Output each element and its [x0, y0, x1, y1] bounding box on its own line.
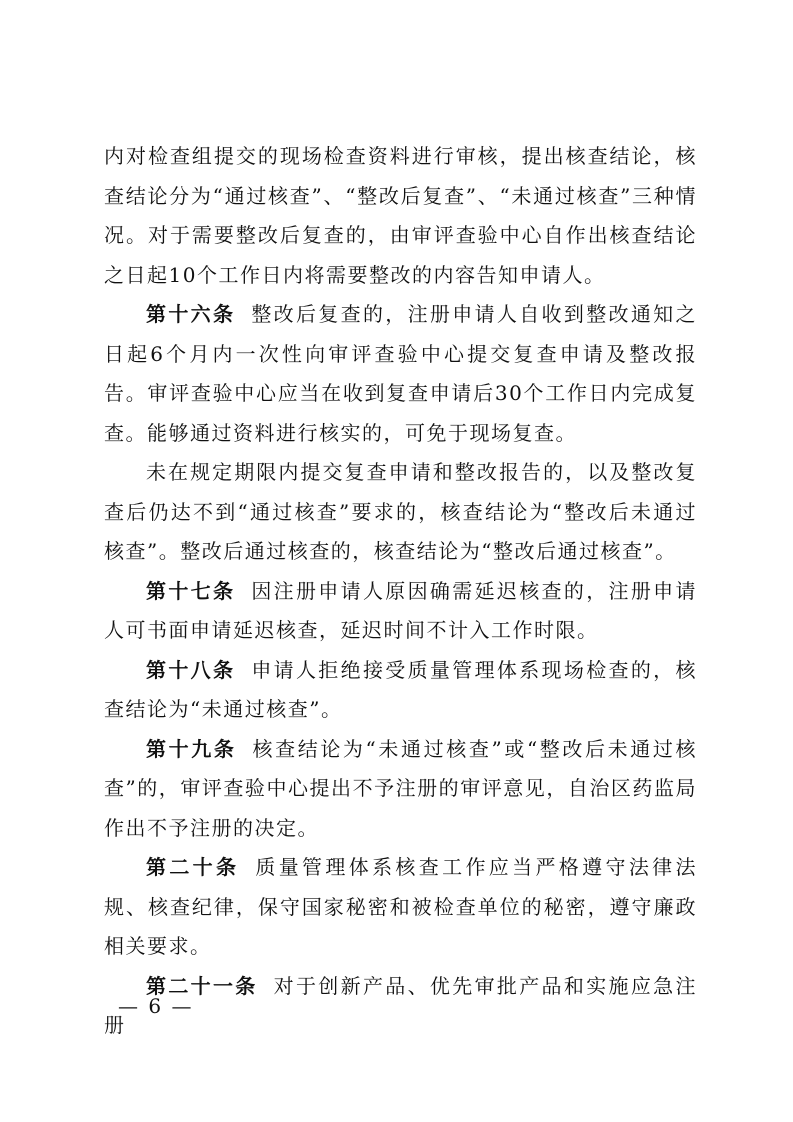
paragraph-text: 核查结论为“未通过核查”或“整改后未通过核查”的，审评查验中心提出不予注册的审评意见，自治区药监局作出不予注册的决定。 [104, 736, 697, 840]
paragraph-text: 对于创新产品、优先审批产品和实施应急注册 [104, 973, 698, 1037]
paragraph-text: 内对检查组提交的现场检查资料进行审核，提出核查结论，核查结论分为“通过核查”、“整改后复查”、“未通过核查”三种情况。对于需要整改后复查的，由审评查验中心自作出核查结论之日起10个工作日内将需要整改的内容告知申请人。 [104, 144, 697, 287]
paragraph-text: 未在规定期限内提交复查申请和整改报告的，以及整改复查后仍达不到“通过核查”要求的，核查结论为“整改后未通过核查”。整改后通过核查的，核查结论为“整改后通过核查”。 [104, 460, 697, 563]
paragraph-article-16 [104, 295, 697, 453]
article-heading: 第十八条 [146, 657, 236, 682]
article-heading: 第二十条 [146, 855, 240, 879]
paragraph-article-16-continued [104, 453, 697, 572]
paragraph-article-20 [104, 848, 697, 967]
paragraph-text: 因注册申请人原因确需延迟核查的，注册申请人可书面申请延迟核查，延迟时间不计入工作时限。 [104, 578, 698, 642]
page-number: — 6 — [118, 994, 194, 1018]
paragraph-article-17 [104, 572, 697, 651]
paragraph-text: 整改后复查的，注册申请人自收到整改通知之日起6个月内一次性向审评查验中心提交复查申请及整改报告。审评查验中心应当在收到复查申请后30个工作日内完成复查。能够通过资料进行核实的，可免于现场复查。 [104, 302, 698, 445]
paragraph-article-19 [104, 730, 697, 849]
paragraph-text: 申请人拒绝接受质量管理体系现场检查的，核查结论为“未通过核查”。 [104, 657, 698, 721]
article-heading: 第十九条 [146, 736, 237, 761]
article-heading: 第二十一条 [146, 973, 258, 998]
paragraph-1 [104, 137, 697, 295]
paragraph-article-18 [104, 651, 697, 730]
article-heading: 第十六条 [146, 302, 236, 326]
document-body [104, 137, 697, 1046]
paragraph-text: 质量管理体系核查工作应当严格遵守法律法规、核查纪律，保守国家秘密和被检查单位的秘密，遵守廉政相关要求。 [104, 855, 698, 958]
article-heading: 第十七条 [146, 578, 236, 603]
